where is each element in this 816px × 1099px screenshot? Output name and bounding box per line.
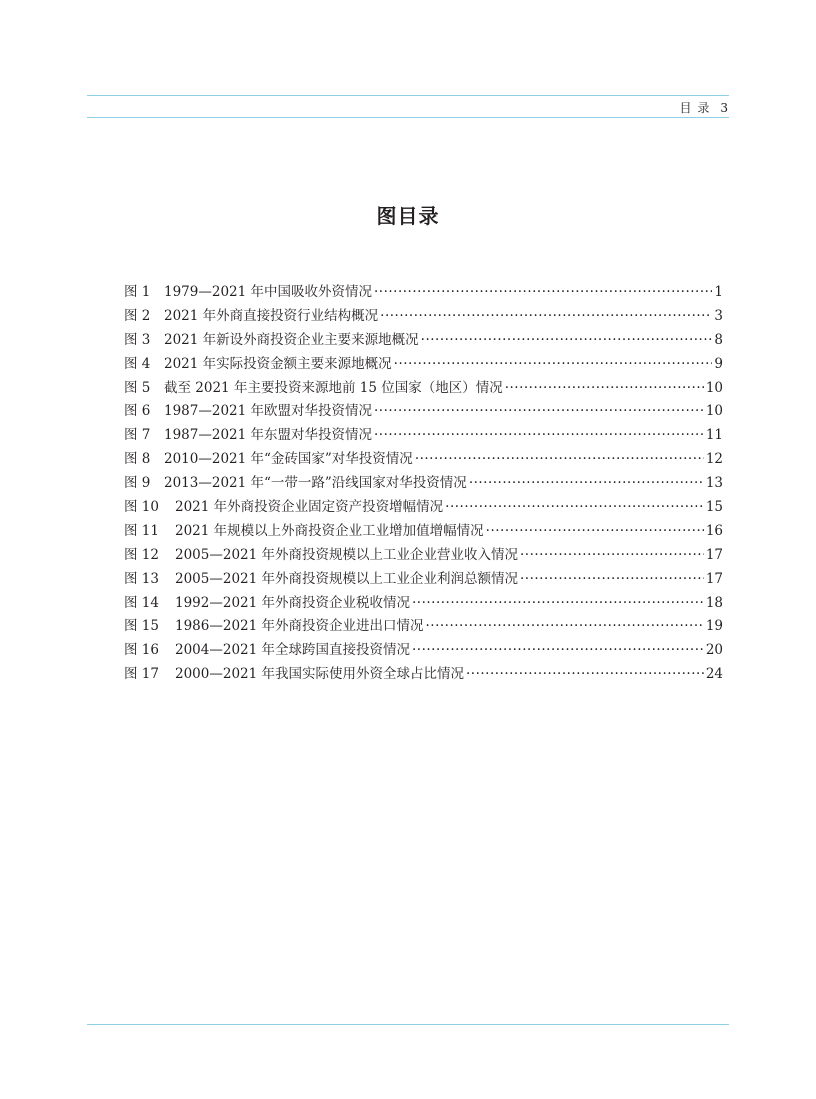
dot-leader bbox=[421, 329, 713, 353]
figure-title: 2000—2021 年我国实际使用外资全球占比情况 bbox=[175, 666, 465, 683]
page-number: 24 bbox=[705, 666, 723, 683]
page-number: 19 bbox=[705, 618, 723, 635]
toc-entry-10[interactable] bbox=[124, 496, 723, 520]
figure-label: 图 3 bbox=[124, 331, 151, 348]
figure-title: 1987—2021 年东盟对华投资情况 bbox=[164, 427, 373, 444]
dot-leader bbox=[374, 400, 704, 424]
page-number: 12 bbox=[705, 451, 723, 468]
page-number: 9 bbox=[714, 355, 723, 372]
dot-leader bbox=[374, 281, 712, 305]
figure-label: 图 2 bbox=[124, 307, 151, 324]
dot-leader bbox=[415, 448, 704, 472]
dot-leader bbox=[412, 592, 704, 616]
figure-label: 图 14 bbox=[124, 594, 159, 611]
figure-label: 图 4 bbox=[124, 355, 151, 372]
page-number: 17 bbox=[705, 570, 723, 587]
page-number: 20 bbox=[705, 642, 723, 659]
toc-entry-8[interactable] bbox=[124, 448, 723, 472]
page-number: 15 bbox=[705, 499, 723, 516]
dot-leader bbox=[520, 568, 704, 592]
figure-label: 图 16 bbox=[124, 642, 159, 659]
figure-title: 2021 年新设外商投资企业主要来源地概况 bbox=[164, 331, 419, 348]
toc-entry-13[interactable] bbox=[124, 568, 723, 592]
figure-label: 图 11 bbox=[124, 522, 159, 539]
footer-rule bbox=[87, 1024, 729, 1025]
toc-entry-12[interactable] bbox=[124, 544, 723, 568]
figure-label: 图 6 bbox=[124, 403, 151, 420]
page-number: 18 bbox=[705, 594, 723, 611]
figure-label: 图 7 bbox=[124, 427, 151, 444]
figure-title: 2010—2021 年“金砖国家”对华投资情况 bbox=[164, 451, 413, 468]
figure-list bbox=[124, 281, 723, 687]
figure-label: 图 8 bbox=[124, 451, 151, 468]
figure-title: 2013—2021 年“一带一路”沿线国家对华投资情况 bbox=[164, 475, 467, 492]
figure-title: 2005—2021 年外商投资规模以上工业企业利润总额情况 bbox=[175, 570, 519, 587]
toc-entry-15[interactable] bbox=[124, 615, 723, 639]
toc-entry-1[interactable] bbox=[124, 281, 723, 305]
figure-title: 截至 2021 年主要投资来源地前 15 位国家（地区）情况 bbox=[164, 379, 503, 396]
figure-label: 图 9 bbox=[124, 475, 151, 492]
figure-title: 2004—2021 年全球跨国直接投资情况 bbox=[175, 642, 411, 659]
running-head-page-number: 3 bbox=[720, 101, 729, 115]
toc-entry-17[interactable] bbox=[124, 663, 723, 687]
figure-label: 图 13 bbox=[124, 570, 159, 587]
toc-entry-14[interactable] bbox=[124, 592, 723, 616]
figure-title: 2021 年外商直接投资行业结构概况 bbox=[164, 307, 379, 324]
figure-title: 1987—2021 年欧盟对华投资情况 bbox=[164, 403, 373, 420]
figure-title: 1979—2021 年中国吸收外资情况 bbox=[164, 284, 373, 300]
dot-leader bbox=[486, 520, 704, 544]
figure-title: 1986—2021 年外商投资企业进出口情况 bbox=[175, 618, 424, 635]
figure-label: 图 17 bbox=[124, 666, 159, 683]
header-rule-bottom bbox=[87, 117, 729, 118]
dot-leader bbox=[394, 353, 713, 377]
figure-title: 1992—2021 年外商投资企业税收情况 bbox=[175, 594, 411, 611]
dot-leader bbox=[374, 424, 704, 448]
page-number: 10 bbox=[705, 379, 723, 396]
toc-entry-16[interactable] bbox=[124, 639, 723, 663]
dot-leader bbox=[426, 615, 704, 639]
figure-title: 2021 年外商投资企业固定资产投资增幅情况 bbox=[175, 499, 444, 516]
figure-label: 图 12 bbox=[124, 546, 159, 563]
figure-title: 2005—2021 年外商投资规模以上工业企业营业收入情况 bbox=[175, 546, 519, 563]
page-number: 16 bbox=[705, 522, 723, 539]
page-number: 3 bbox=[714, 307, 723, 324]
figure-label: 图 15 bbox=[124, 618, 159, 635]
dot-leader bbox=[466, 663, 704, 687]
figure-title: 2021 年实际投资金额主要来源地概况 bbox=[164, 355, 392, 372]
page-number: 8 bbox=[714, 331, 723, 348]
figure-title: 2021 年规模以上外商投资企业工业增加值增幅情况 bbox=[175, 522, 484, 539]
figure-label: 图 1 bbox=[124, 284, 151, 300]
dot-leader bbox=[445, 496, 704, 520]
page-number: 11 bbox=[705, 427, 723, 444]
toc-entry-5[interactable] bbox=[124, 377, 723, 401]
figure-label: 图 10 bbox=[124, 499, 159, 516]
running-head bbox=[680, 99, 729, 116]
page-number: 1 bbox=[714, 284, 723, 300]
figure-label: 图 5 bbox=[124, 379, 151, 396]
toc-entry-9[interactable] bbox=[124, 472, 723, 496]
toc-entry-6[interactable] bbox=[124, 400, 723, 424]
toc-entry-3[interactable] bbox=[124, 329, 723, 353]
toc-entry-4[interactable] bbox=[124, 353, 723, 377]
page-title: 图目录 bbox=[376, 204, 440, 228]
header-rule-top bbox=[87, 95, 729, 96]
dot-leader bbox=[469, 472, 704, 496]
page-number: 10 bbox=[705, 403, 723, 420]
dot-leader bbox=[505, 377, 704, 401]
dot-leader bbox=[520, 544, 704, 568]
dot-leader bbox=[380, 305, 712, 329]
page-number: 13 bbox=[705, 475, 723, 492]
dot-leader bbox=[412, 639, 704, 663]
page-number: 17 bbox=[705, 546, 723, 563]
toc-entry-11[interactable] bbox=[124, 520, 723, 544]
toc-entry-2[interactable] bbox=[124, 305, 723, 329]
running-head-section: 目 录 bbox=[679, 101, 711, 115]
toc-entry-7[interactable] bbox=[124, 424, 723, 448]
